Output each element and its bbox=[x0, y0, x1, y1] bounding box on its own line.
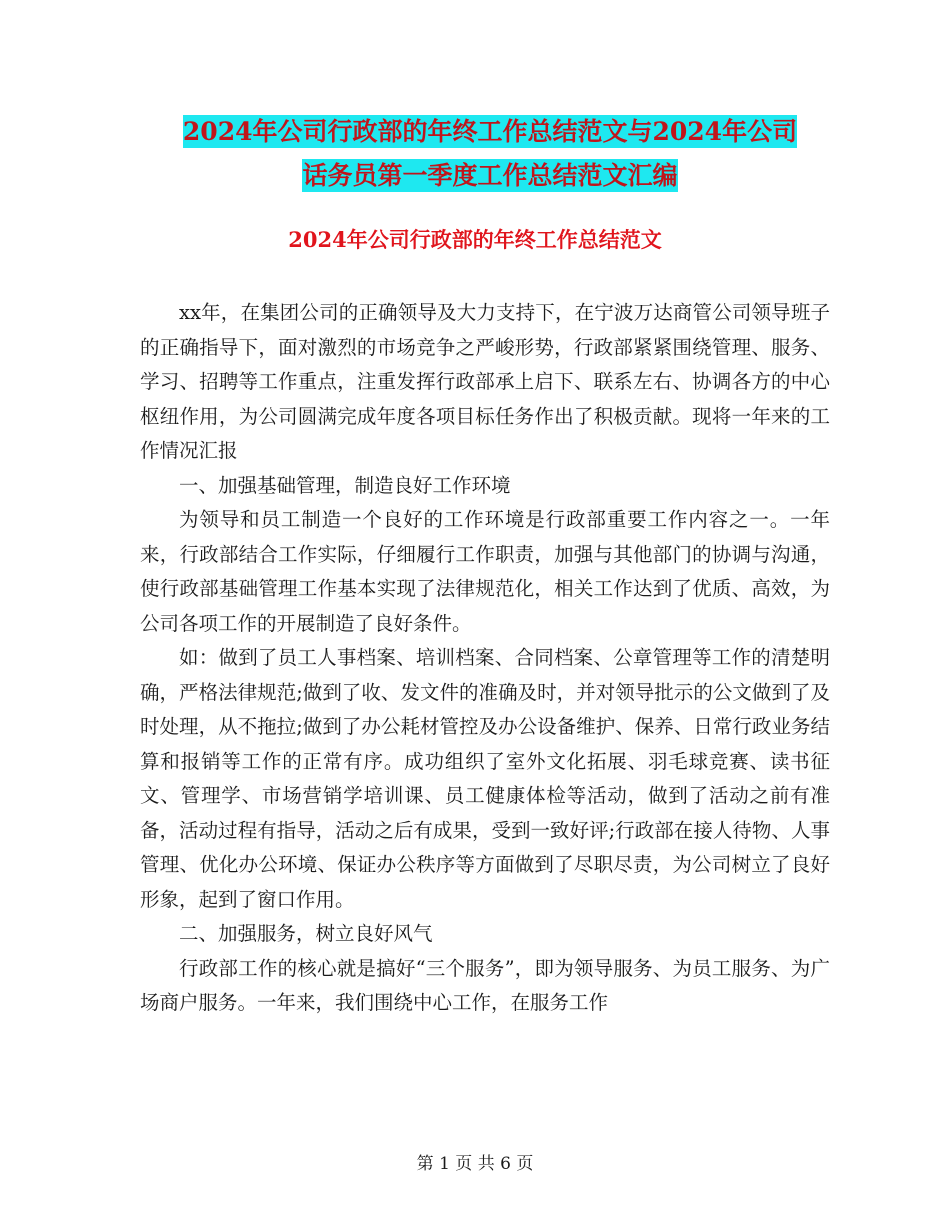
page-number-footer: 第 1 页 共 6 页 bbox=[416, 1154, 534, 1174]
document-title-text-2: 话务员第一季度工作总结范文汇编 bbox=[302, 161, 678, 190]
document-body bbox=[140, 296, 830, 1021]
body-paragraph: 如：做到了员工人事档案、培训档案、合同档案、公章管理等工作的清楚明确，严格法律规范;做到了收、发文件的准确及时，并对领导批示的公文做到了及时处理，从不拖拉;做到了办公耗材管控及办公设备维护、保养、日常行政业务结算和报销等工作的正常有序。成功组织了室外文化拓展、羽毛球竞赛、读书征文、管理学、市场营销学培训课、员工健康体检等活动，做到了活动之前有准备，活动过程有指导，活动之后有成果，受到一致好评;行政部在接人待物、人事管理、优化办公环境、保证办公秩序等方面做到了尽职尽责，为公司树立了良好形象，起到了窗口作用。 bbox=[140, 646, 830, 911]
body-paragraph: 行政部工作的核心就是搞好“三个服务”，即为领导服务、为员工服务、为广场商户服务。一年来，我们围绕中心工作，在服务工作 bbox=[140, 956, 830, 1014]
document-title-line-2 bbox=[140, 156, 840, 196]
body-paragraph: 为领导和员工制造一个良好的工作环境是行政部重要工作内容之一。一年来，行政部结合工作实际，仔细履行工作职责，加强与其他部门的协调与沟通，使行政部基础管理工作基本实现了法律规范化，相关工作达到了优质、高效，为公司各项工作的开展制造了良好条件。 bbox=[140, 508, 830, 635]
subsection-heading: 二、加强服务，树立良好风气 bbox=[179, 922, 433, 945]
document-title-line-1 bbox=[140, 112, 840, 152]
section-title: 2024年公司行政部的年终工作总结范文 bbox=[288, 227, 662, 252]
subsection-heading: 一、加强基础管理，制造良好工作环境 bbox=[179, 473, 511, 497]
body-paragraph: xx年，在集团公司的正确领导及大力支持下，在宁波万达商管公司领导班子的正确指导下，面对激烈的市场竞争之严峻形势，行政部紧紧围绕管理、服务、学习、招聘等工作重点，注重发挥行政部承上启下、联系左右、协调各方的中心枢纽作用，为公司圆满完成年度各项目标任务作出了积极贡献。现将一年来的工作情况汇报 bbox=[140, 301, 830, 462]
document-title-text-1: 2024年公司行政部的年终工作总结范文与2024年公司 bbox=[182, 117, 798, 146]
